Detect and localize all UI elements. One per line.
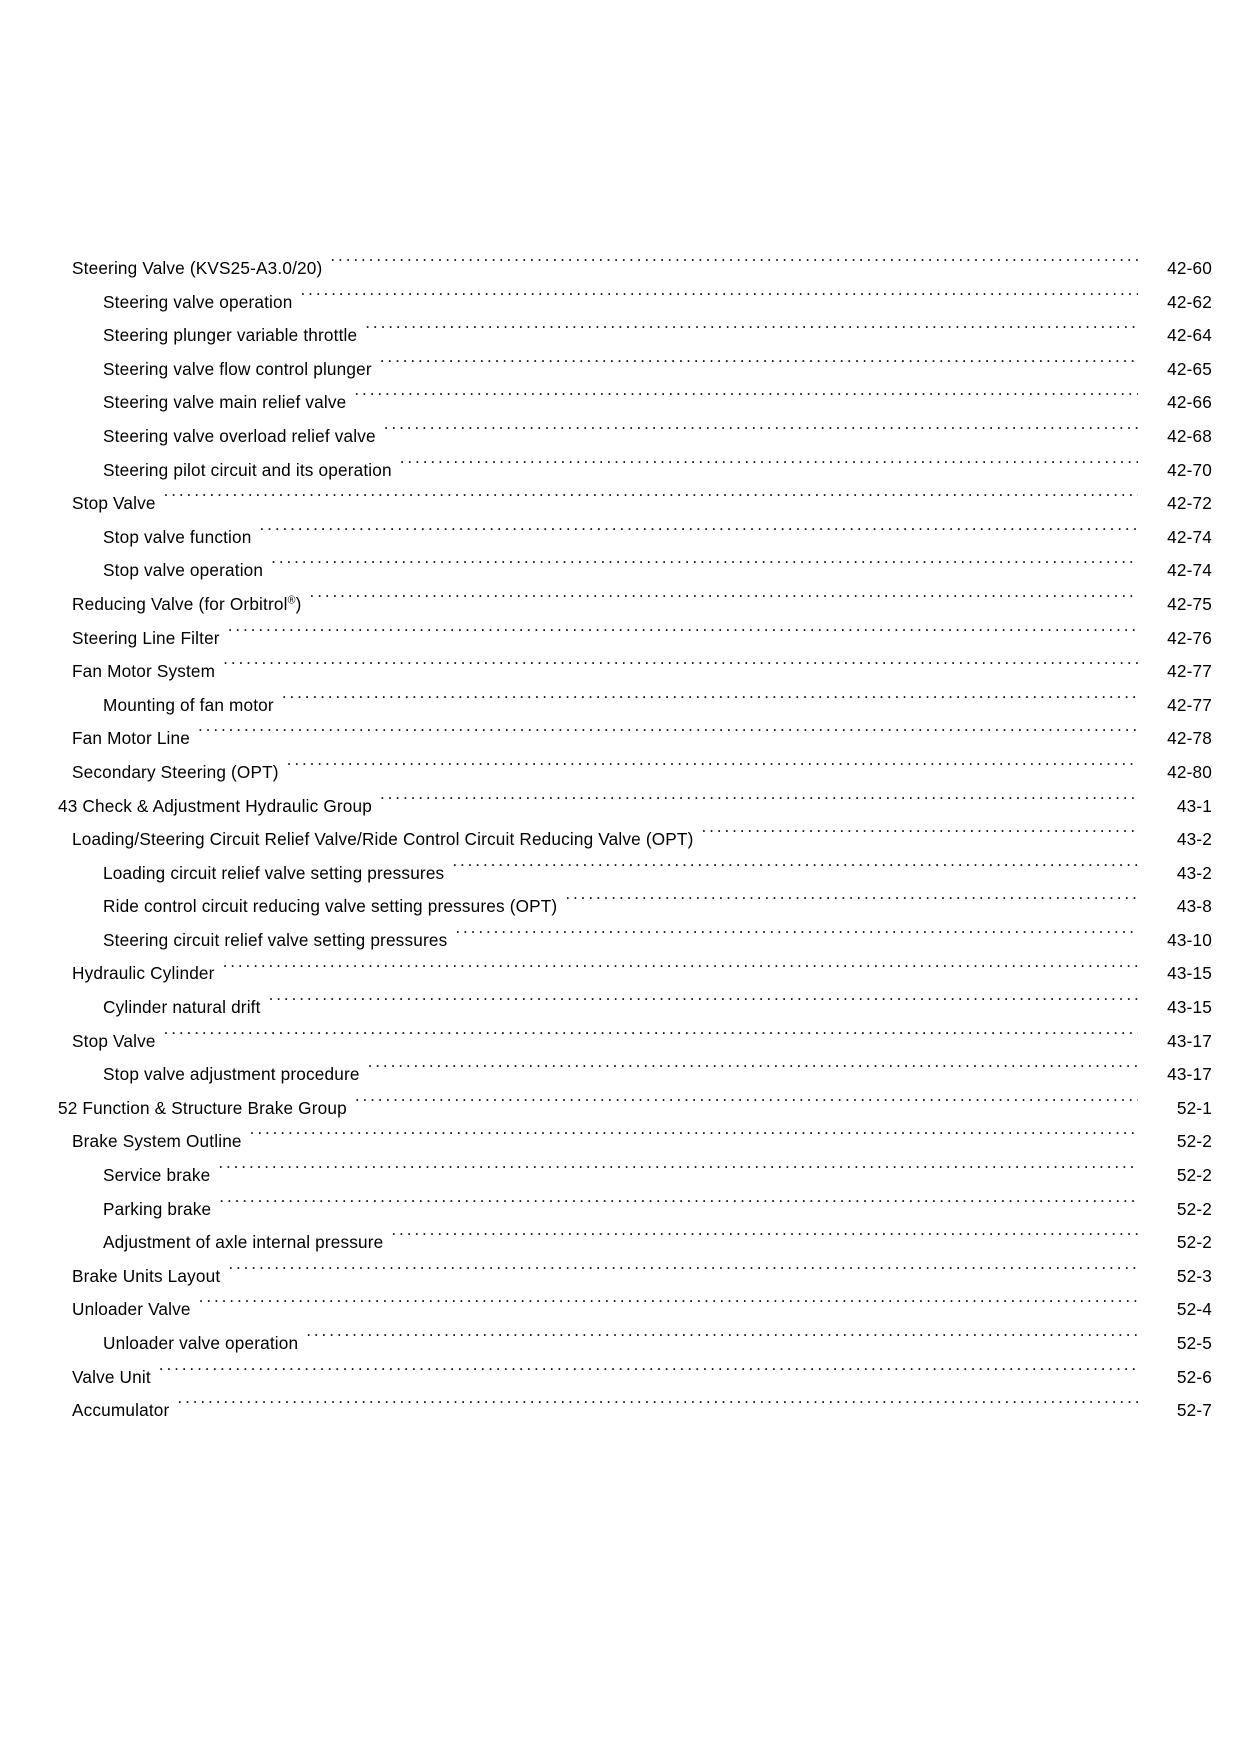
toc-entry-title: Secondary Steering (OPT) (72, 761, 279, 782)
toc-dot-leader (565, 895, 1138, 912)
toc-entry-title: Steering Line Filter (72, 627, 220, 648)
toc-entry[interactable] (0, 957, 1240, 991)
toc-entry-title-base: Reducing Valve (for Orbitrol (72, 593, 288, 614)
toc-page-number: 43-1 (1176, 795, 1212, 816)
toc-entry-title: Stop valve function (103, 526, 252, 547)
toc-dot-leader (365, 324, 1138, 341)
toc-entry-title: Ride control circuit reducing valve setting pressures (OPT) (103, 896, 558, 917)
toc-entry-title: Stop valve operation (103, 560, 264, 581)
toc-dot-leader (701, 828, 1138, 845)
toc-dot-leader (223, 962, 1138, 979)
toc-page-number: 42-60 (1167, 258, 1212, 278)
toc-page-number: 42-76 (1167, 627, 1212, 648)
toc-page-number: 52-3 (1176, 1265, 1212, 1286)
toc-entry-title: Unloader valve operation (103, 1333, 299, 1353)
toc-entry[interactable] (0, 1293, 1240, 1327)
toc-entry[interactable] (0, 1025, 1240, 1059)
toc-entry[interactable] (0, 1260, 1240, 1294)
toc-page-number: 42-62 (1167, 291, 1212, 312)
toc-dot-leader (452, 862, 1138, 879)
toc-entry[interactable] (0, 689, 1240, 723)
toc-dot-leader (301, 290, 1139, 307)
toc-entry[interactable] (0, 1058, 1240, 1092)
toc-dot-leader (287, 761, 1138, 778)
toc-entry[interactable] (0, 857, 1240, 891)
toc-page-number: 42-64 (1167, 325, 1212, 346)
toc-entry[interactable] (0, 1193, 1240, 1227)
toc-entry-title: Steering circuit relief valve setting pressures (103, 929, 448, 950)
toc-page-number: 42-74 (1167, 560, 1212, 581)
toc-page-number: 52-2 (1176, 1165, 1212, 1186)
toc-page-number: 43-2 (1176, 862, 1212, 883)
toc-entry-title: Fan Motor Line (72, 728, 191, 749)
toc-entry-title: Cylinder natural drift (103, 997, 261, 1018)
toc-dot-leader (223, 660, 1138, 677)
toc-page-number: 43-10 (1167, 929, 1212, 950)
toc-entry-title: Service brake (103, 1165, 211, 1186)
toc-entry-title: Parking brake (103, 1198, 212, 1219)
toc-entry[interactable] (0, 1327, 1240, 1361)
toc-dot-leader (355, 1097, 1138, 1114)
toc-entry[interactable] (0, 1159, 1240, 1193)
toc-dot-leader (177, 1399, 1138, 1416)
toc-entry-title: Steering valve flow control plunger (103, 358, 372, 379)
toc-page-number: 43-15 (1167, 997, 1212, 1018)
toc-dot-leader (164, 1029, 1138, 1046)
toc-entry-title: Adjustment of axle internal pressure (103, 1232, 384, 1253)
toc-list (0, 252, 1240, 1428)
toc-page-number: 43-17 (1167, 1030, 1212, 1051)
toc-entry[interactable] (0, 655, 1240, 689)
toc-dot-leader (199, 1298, 1138, 1315)
toc-entry-title: Stop Valve (72, 1030, 156, 1051)
toc-dot-leader (391, 1231, 1138, 1248)
toc-dot-leader (164, 492, 1138, 509)
toc-page-number: 52-5 (1176, 1333, 1212, 1353)
toc-dot-leader (368, 1063, 1138, 1080)
toc-page-number: 42-77 (1167, 694, 1212, 715)
toc-dot-leader (260, 526, 1139, 543)
toc-dot-leader (198, 727, 1138, 744)
toc-page-number: 42-65 (1167, 358, 1212, 379)
toc-entry-title: Loading/Steering Circuit Relief Valve/Ride Control Circuit Reducing Valve (OPT) (72, 829, 694, 850)
toc-dot-leader (310, 593, 1138, 610)
toc-entry[interactable] (0, 1092, 1240, 1126)
toc-dot-leader (282, 694, 1138, 711)
toc-page-number: 52-2 (1176, 1131, 1212, 1152)
toc-entry[interactable] (0, 521, 1240, 555)
toc-entry[interactable] (0, 1394, 1240, 1428)
toc-dot-leader (380, 358, 1138, 375)
toc-page-number: 42-78 (1167, 728, 1212, 749)
toc-page-number: 43-2 (1176, 829, 1212, 850)
toc-entry-title: Stop Valve (72, 493, 156, 514)
toc-dot-leader (159, 1365, 1138, 1382)
toc-page-number: 43-17 (1167, 1064, 1212, 1085)
toc-entry[interactable] (0, 487, 1240, 521)
toc-entry[interactable] (0, 790, 1240, 824)
toc-dot-leader (269, 996, 1138, 1013)
toc-entry-title: Stop valve adjustment procedure (103, 1064, 360, 1085)
toc-entry[interactable] (0, 1361, 1240, 1395)
toc-entry[interactable] (0, 353, 1240, 387)
toc-dot-leader (250, 1130, 1138, 1147)
toc-entry[interactable] (0, 454, 1240, 488)
toc-page-number: 42-75 (1167, 593, 1212, 614)
toc-entry-title: Fan Motor System (72, 661, 216, 682)
toc-page-number: 42-68 (1167, 425, 1212, 446)
toc-page-number: 43-15 (1167, 963, 1212, 984)
toc-dot-leader (455, 929, 1138, 946)
toc-entry-title: Steering Valve (KVS25-A3.0/20) (72, 258, 323, 278)
toc-entry-title: Loading circuit relief valve setting pressures (103, 862, 445, 883)
toc-dot-leader (306, 1332, 1138, 1349)
toc-entry[interactable] (0, 588, 1240, 622)
toc-page-number: 52-2 (1176, 1232, 1212, 1253)
toc-page-number: 42-72 (1167, 493, 1212, 514)
toc-dot-leader (271, 559, 1138, 576)
toc-entry-title: Accumulator (72, 1400, 170, 1421)
toc-dot-leader (384, 425, 1138, 442)
toc-dot-leader (228, 626, 1138, 643)
toc-entry-title: 52 Function & Structure Brake Group (58, 1097, 347, 1118)
toc-entry-title: Valve Unit (72, 1366, 151, 1387)
toc-dot-leader (354, 391, 1138, 408)
toc-dot-leader (330, 257, 1138, 274)
toc-entry-title: Unloader Valve (72, 1299, 191, 1320)
toc-entry-title: 43 Check & Adjustment Hydraulic Group (58, 795, 372, 816)
toc-page-number: 52-4 (1176, 1299, 1212, 1320)
toc-entry[interactable] (0, 924, 1240, 958)
toc-page-number: 43-8 (1176, 896, 1212, 917)
toc-entry[interactable] (0, 319, 1240, 353)
toc-page-number: 52-6 (1176, 1366, 1212, 1387)
toc-page-number: 52-7 (1176, 1400, 1212, 1421)
toc-entry[interactable] (0, 286, 1240, 320)
toc-entry[interactable] (0, 890, 1240, 924)
toc-entry[interactable] (0, 722, 1240, 756)
toc-entry[interactable] (0, 622, 1240, 656)
toc-entry-title: Brake System Outline (72, 1131, 242, 1152)
toc-entry[interactable] (0, 1125, 1240, 1159)
toc-entry[interactable] (0, 252, 1240, 286)
toc-entry-title: Brake Units Layout (72, 1265, 221, 1286)
toc-page-number: 42-66 (1167, 392, 1212, 413)
toc-entry-title: Hydraulic Cylinder (72, 963, 215, 984)
toc-dot-leader (218, 1164, 1138, 1181)
toc-entry-title-tail: ) (295, 593, 302, 614)
toc-page-number: 42-74 (1167, 526, 1212, 547)
registered-trademark-icon: ® (287, 594, 296, 607)
toc-entry[interactable] (0, 823, 1240, 857)
toc-entry[interactable] (0, 420, 1240, 454)
toc-entry[interactable] (0, 756, 1240, 790)
toc-entry-title: Steering valve operation (103, 291, 293, 312)
toc-entry-title: Steering pilot circuit and its operation (103, 459, 392, 480)
toc-page-number: 52-1 (1176, 1097, 1212, 1118)
toc-entry[interactable] (0, 386, 1240, 420)
toc-entry[interactable] (0, 991, 1240, 1025)
toc-entry-title: Steering valve overload relief valve (103, 425, 376, 446)
toc-entry-title: Mounting of fan motor (103, 694, 274, 715)
toc-entry[interactable] (0, 1226, 1240, 1260)
toc-entry-title: Steering plunger variable throttle (103, 325, 358, 346)
toc-page-number: 52-2 (1176, 1198, 1212, 1219)
toc-dot-leader (380, 794, 1138, 811)
toc-page-number: 42-70 (1167, 459, 1212, 480)
toc-entry[interactable] (0, 554, 1240, 588)
toc-dot-leader (228, 1265, 1138, 1282)
toc-dot-leader (219, 1197, 1138, 1214)
toc-entry-title (72, 588, 308, 622)
toc-page-number: 42-80 (1167, 761, 1212, 782)
toc-page-number: 42-77 (1167, 661, 1212, 682)
toc-entry-title: Steering valve main relief valve (103, 392, 347, 413)
toc-dot-leader (400, 458, 1138, 475)
